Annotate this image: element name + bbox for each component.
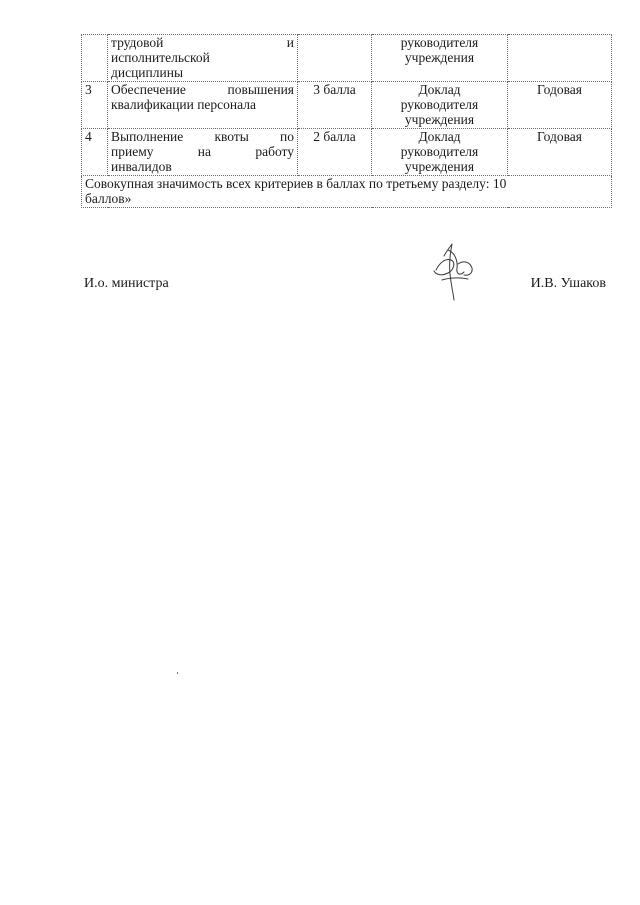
criterion-source-line: Доклад: [418, 82, 461, 97]
criterion-source-line: учреждения: [404, 112, 475, 127]
criterion-name-line: трудовой и: [111, 35, 294, 50]
scan-speck: [177, 672, 178, 674]
criterion-source-line: учреждения: [404, 50, 475, 65]
total-significance-line: баллов»: [85, 191, 132, 206]
handwritten-signature: [424, 240, 480, 302]
criterion-name-line: исполнительской: [111, 50, 210, 65]
criterion-score: [298, 35, 372, 82]
criterion-score: 2 балла: [298, 129, 372, 176]
criterion-name-line: Обеспечение повышения: [111, 82, 294, 97]
criterion-period: Годовая: [508, 129, 612, 176]
criterion-name-line: инвалидов: [111, 159, 172, 174]
criterion-source-line: Доклад: [418, 129, 461, 144]
criterion-name-line: Выполнение квоты по: [111, 129, 294, 144]
criterion-name: [108, 35, 298, 82]
table-row: [82, 35, 612, 82]
signatory-name: И.В. Ушаков: [530, 276, 606, 291]
criterion-source: [372, 129, 508, 176]
row-number: [82, 35, 108, 82]
criterion-period: [508, 35, 612, 82]
table-total-row: [82, 176, 612, 208]
criterion-name-line: приему на работу: [111, 144, 294, 159]
signature-block: [84, 276, 606, 296]
criterion-source: [372, 82, 508, 129]
table-row: [82, 129, 612, 176]
signatory-title: И.о. министра: [84, 276, 169, 291]
row-number: 3: [82, 82, 108, 129]
table-row: [82, 82, 612, 129]
criterion-name-line: квалификации персонала: [111, 97, 256, 112]
criteria-table: [81, 34, 612, 208]
criterion-source: [372, 35, 508, 82]
criterion-source-line: руководителя: [400, 35, 479, 50]
row-number: 4: [82, 129, 108, 176]
criterion-source-line: руководителя: [400, 97, 479, 112]
criterion-name-line: дисциплины: [111, 65, 184, 80]
total-significance-line: Совокупная значимость всех критериев в баллах по третьему разделу: 10: [85, 176, 507, 191]
total-significance: [82, 176, 612, 208]
criterion-score: 3 балла: [298, 82, 372, 129]
criterion-source-line: учреждения: [404, 159, 475, 174]
criterion-name: [108, 82, 298, 129]
criterion-source-line: руководителя: [400, 144, 479, 159]
criterion-name: [108, 129, 298, 176]
criterion-period: Годовая: [508, 82, 612, 129]
